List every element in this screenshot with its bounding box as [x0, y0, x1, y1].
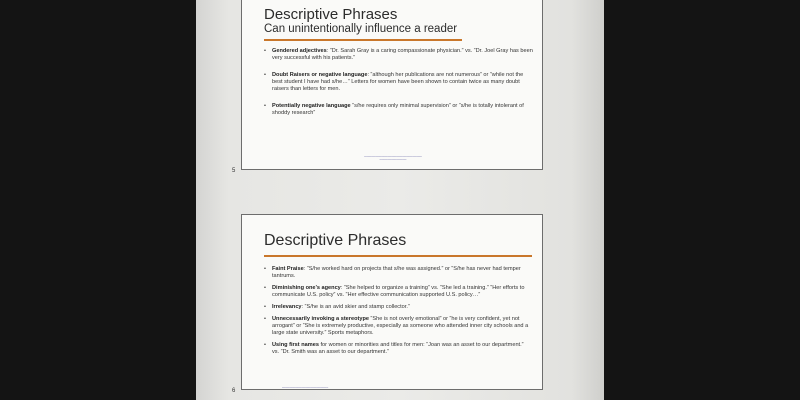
item-text: : “Dr. Sarah Gray is a caring compassionate physician.” vs. “Dr. Joel Gray has been very successful with his patients.”: [272, 48, 533, 61]
slide-subtitle: Can unintentionally influence a reader: [264, 23, 458, 35]
item-lead: Unnecessarily invoking a stereotype: [272, 316, 369, 322]
slide-5: [241, 0, 543, 170]
item-text: : “S/he worked hard on projects that s/he was assigned.” or “S/he has never had temper tantrums.: [272, 266, 521, 279]
list-item: [264, 72, 534, 93]
item-lead: Faint Praise: [272, 266, 304, 272]
slide-6: [241, 214, 543, 390]
list-item: [264, 316, 532, 337]
list-item: [264, 304, 532, 311]
list-item: [264, 103, 534, 117]
item-text: : “S/he is an avid skier and stamp collector.”: [301, 304, 410, 310]
list-item: [264, 285, 532, 299]
item-lead: Doubt Raisers or negative language: [272, 72, 368, 78]
item-text: “s/he requires only minimal supervision” or “s/he is totally intolerant of shoddy research”: [272, 103, 524, 116]
item-lead: Potentially negative language: [272, 103, 351, 109]
list-item: [264, 342, 532, 356]
item-text: for women or minorities and titles for men: “Joan was an asset to our department.” vs. “Dr. Smith was an asset to our department.”: [272, 342, 524, 355]
item-text: : “She helped to organize a training” vs. “She led a training.” “Her efforts to communicate U.S. policy” vs. “Her effective communication supported U.S. policy…”: [272, 285, 525, 298]
item-lead: Diminishing one’s agency: [272, 285, 341, 291]
item-lead: Irrelevancy: [272, 304, 302, 310]
item-text: “She is not overly emotional” or “he is very confident, yet not arrogant” or “She is extremely productive, especially as someone who attended inner city schools and a large state university.” Sports metaphors.: [272, 316, 529, 336]
item-lead: Using first names: [272, 342, 319, 348]
list-item: [264, 266, 532, 280]
bullet-list: [264, 266, 532, 361]
item-text: : “although her publications are not numerous” or “while not the best student I have had s/he…” Letters for women have been shown to contain twice as many doubt raisers than letters for men.: [272, 72, 524, 92]
footnote-scribble: ▁▁▁▁▁▁▁▁▁▁▁▁▁▁▁▁▁▁▁▁▁▁▁▁: [282, 385, 329, 388]
slide-title: Descriptive Phrases: [264, 6, 398, 23]
list-item: [264, 48, 534, 62]
title-underline: [264, 255, 532, 257]
title-underline: [264, 39, 462, 41]
bullet-list: [264, 48, 534, 127]
slide-title: Descriptive Phrases: [264, 232, 407, 249]
page-number: 5: [232, 168, 236, 174]
page-number: 6: [232, 388, 236, 394]
footnote-scribble: ▁▁▁▁▁▁▁▁▁▁▁▁▁▁▁▁▁▁▁▁▁▁▁▁▁▁▁▁▁▁ ▁▁▁▁▁▁▁▁▁▁▁▁▁▁: [364, 154, 422, 160]
item-lead: Gendered adjectives: [272, 48, 327, 54]
